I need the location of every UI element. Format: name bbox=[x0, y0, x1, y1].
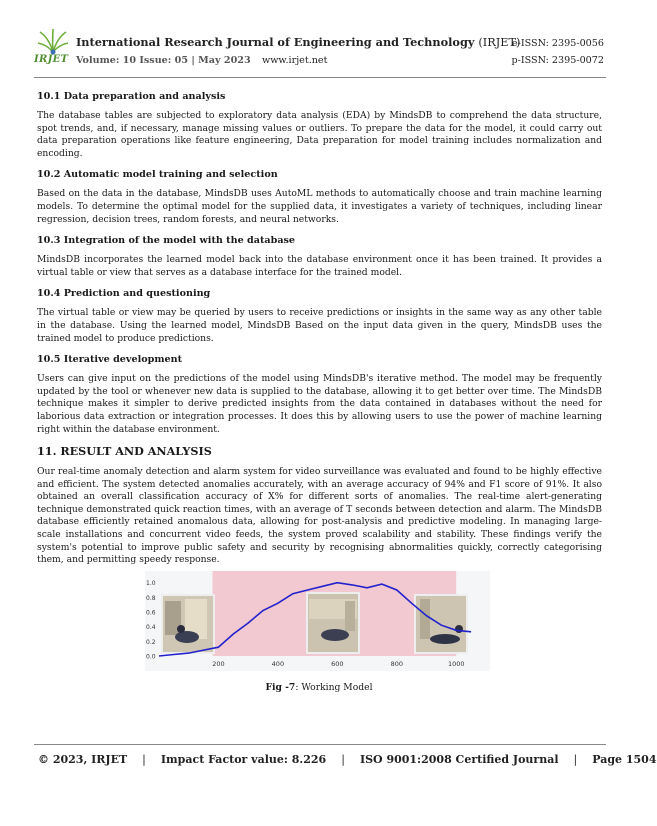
section-paragraph: The virtual table or view may be queried by users to receive predictions or insights in the same way as any other table in the database. Using the learned model, MindsDB Based on the input data given in the query, MindsDB uses the trained model to produce predictions. bbox=[37, 307, 602, 344]
section-paragraph: Based on the data in the database, MindsDB uses AutoML methods to automatically choose and train machine learning models. To determine the optimal model for the supplied data, it investigates a variety of techniques, including linear regression, decision trees, random forests, and neural networks. bbox=[37, 188, 602, 225]
website: www.irjet.net bbox=[262, 55, 328, 66]
x-tick-label: 600 bbox=[331, 660, 344, 668]
article-body bbox=[37, 90, 602, 575]
result-heading: 11. RESULT AND ANALYSIS bbox=[37, 444, 212, 459]
x-tick-label: 1000 bbox=[447, 660, 465, 668]
journal-abbr: (IRJET) bbox=[478, 36, 521, 49]
impact-factor: Impact Factor value: 8.226 bbox=[160, 753, 327, 766]
section-heading: 10.4 Prediction and questioning bbox=[37, 288, 211, 300]
pissn: p-ISSN: 2395-0072 bbox=[511, 55, 604, 66]
figure-caption-text: : Working Model bbox=[295, 682, 373, 693]
x-tick-label: 200 bbox=[212, 660, 225, 668]
section-heading: 10.3 Integration of the model with the database bbox=[37, 235, 296, 247]
section-heading: 10.1 Data preparation and analysis bbox=[37, 91, 226, 102]
y-tick-label: 1.0 bbox=[146, 580, 156, 588]
section-heading: 10.2 Automatic model training and selection bbox=[37, 169, 278, 181]
y-tick-label: 0.6 bbox=[146, 609, 156, 617]
volume-issue: Volume: 10 Issue: 05 | May 2023 bbox=[76, 55, 251, 66]
result-paragraph: Our real-time anomaly detection and alarm system for video surveillance was evaluated and found to be highly effective and efficient. The system detected anomalies accurately, with an average accuracy of 94% and F1 score of 91%. It also obtained an overall classification accuracy of X% for different sorts of anomalies. The real-time alert-generating technique demonstrated quick reaction times, with an average of T seconds between detection and alarm. The MindsDB database efficiently retained anomalous data, allowing for post-analysis and predictive modeling. In managing large-scale installations and concurrent video feeds, the system proved scalability and stability. These findings verify the system's potential to improve public safety and security by recognising abnormalities quickly, correctly categorising them, and permitting speedy response. bbox=[37, 466, 602, 566]
x-tick-label: 400 bbox=[271, 660, 285, 668]
video-frame-thumbnail bbox=[307, 593, 359, 653]
video-frame-thumbnail bbox=[162, 595, 214, 653]
section-heading: 10.5 Iterative development bbox=[37, 354, 182, 366]
journal-header bbox=[34, 28, 606, 76]
x-tick-label: 800 bbox=[390, 660, 403, 668]
y-tick-label: 0.8 bbox=[146, 594, 156, 602]
iso-certification: ISO 9001:2008 Certified Journal bbox=[359, 753, 559, 766]
working-model-figure bbox=[145, 571, 490, 671]
copyright: © 2023, IRJET bbox=[38, 753, 128, 766]
eissn: e-ISSN: 2395-0056 bbox=[511, 38, 604, 49]
page-footer bbox=[38, 753, 657, 766]
footer-separator: | bbox=[341, 753, 345, 766]
journal-title bbox=[76, 35, 520, 49]
figure-label: Fig -7 bbox=[265, 682, 296, 693]
footer-separator: | bbox=[573, 753, 578, 766]
y-tick-label: 0.0 bbox=[146, 653, 156, 661]
journal-name: International Research Journal of Engineering and Technology bbox=[76, 35, 475, 49]
y-tick-label: 0.2 bbox=[146, 638, 156, 646]
header-divider bbox=[34, 77, 606, 78]
logo-text: IRJET bbox=[34, 54, 69, 65]
page-number: Page 1504 bbox=[592, 753, 657, 766]
figure-caption bbox=[0, 682, 638, 693]
y-tick-label: 0.4 bbox=[146, 624, 156, 632]
section-paragraph: MindsDB incorporates the learned model back into the database environment once it has been trained. It provides a virtual table or view that serves as a database interface for the trained model. bbox=[37, 254, 602, 278]
footer-separator: | bbox=[142, 753, 146, 766]
section-paragraph: The database tables are subjected to exploratory data analysis (EDA) by MindsDB to comprehend the data structure, spot trends, and, if necessary, manage missing values or outliers. To prepare the data for the model, it could carry out data preparation operations like feature engineering, Data preparation for model training includes normalization and encoding. bbox=[37, 110, 602, 159]
anomaly-score-chart bbox=[145, 571, 490, 671]
section-paragraph: Users can give input on the predictions of the model using MindsDB's iterative method. The model may be frequently updated by the tool or whenever new data is supplied to the database, allowing it to get better over time. The MindsDB technique makes it simpler to derive predicted insights from the data contained in databases without the need for laborious data extraction or integration processes. It does this by allowing users to use the power of machine learning right within the database environment. bbox=[37, 373, 602, 435]
footer-divider bbox=[34, 744, 606, 745]
